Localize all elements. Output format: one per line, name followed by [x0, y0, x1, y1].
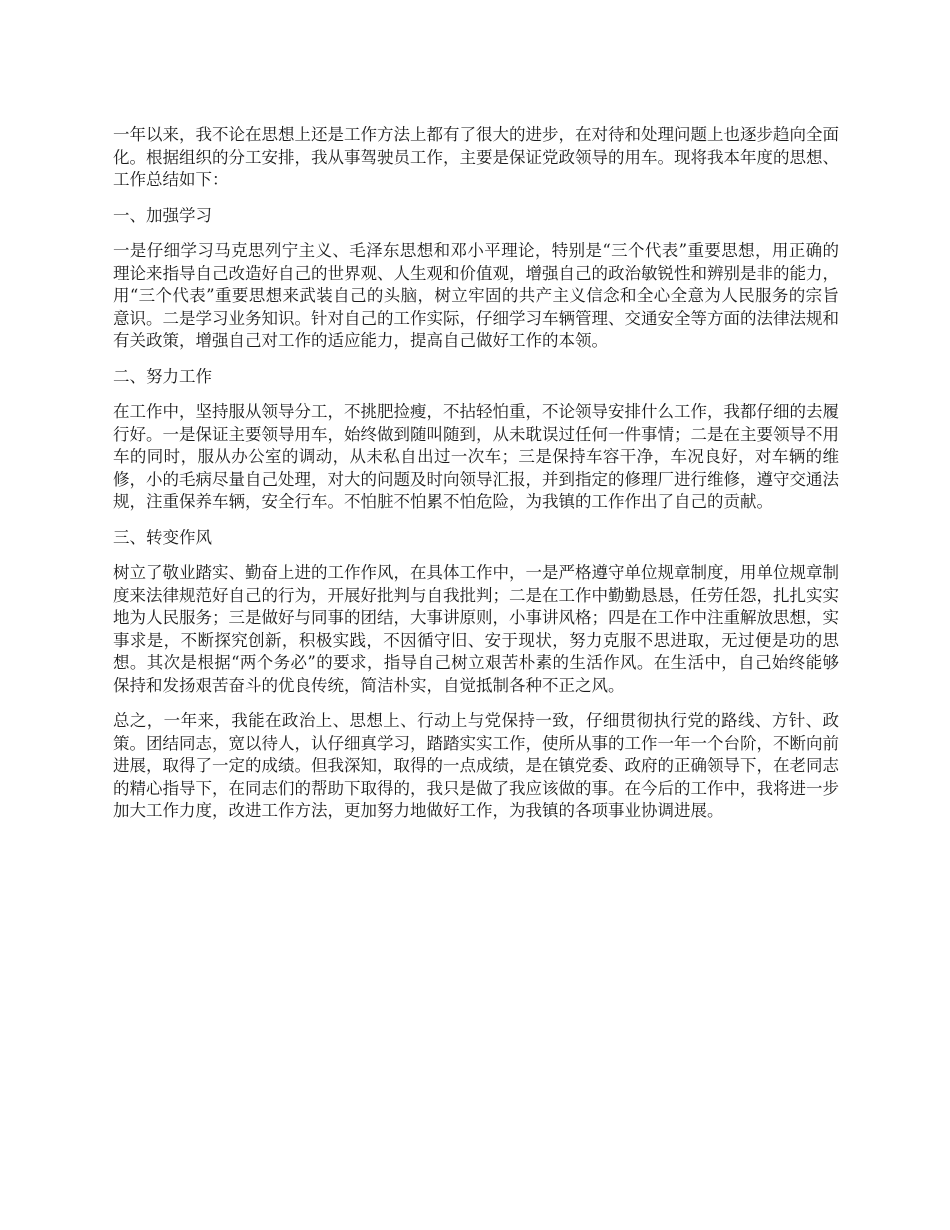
section-heading-study: 一、加强学习 — [113, 205, 212, 225]
intro-paragraph: 一年以来，我不论在思想上还是工作方法上都有了很大的进步，在对待和处理问题上也逐步趋向全面化。根据组织的分工安排，我从事驾驶员工作，主要是保证党政领导的用车。现将我本年度的思想、工作总结如下： — [113, 125, 839, 189]
section-heading-style: 三、转变作风 — [113, 527, 212, 547]
section-body-style: 树立了敬业踏实、勤奋上进的工作作风，在具体工作中，一是严格遵守单位规章制度，用单位规章制度来法律规范好自己的行为，开展好批判与自我批判；二是在工作中勤勤恳恳，任劳任怨，扎扎实实地为人民服务；三是做好与同事的团结，大事讲原则，小事讲风格；四是在工作中注重解放思想，实事求是，不断探究创新，积极实践，不因循守旧、安于现状，努力克服不思进取，无过便是功的思想。其次是根据“两个务必”的要求，指导自己树立艰苦朴素的生活作风。在生活中，自己始终能够保持和发扬艰苦奋斗的优良传统，简洁朴实，自觉抵制各种不正之风。 — [113, 563, 839, 695]
section-heading-work: 二、努力工作 — [113, 366, 212, 386]
document-body — [113, 124, 839, 836]
section-body-work: 在工作中，坚持服从领导分工，不挑肥捡瘦，不拈轻怕重，不论领导安排什么工作，我都仔细的去履行好。一是保证主要领导用车，始终做到随叫随到，从未耽误过任何一件事情；二是在主要领导不用车的同时，服从办公室的调动，从未私自出过一次车；三是保持车容干净，车况良好，对车辆的维修，小的毛病尽量自己处理，对大的问题及时向领导汇报，并到指定的修理厂进行维修，遵守交通法规，注重保养车辆，安全行车。不怕脏不怕累不怕危险，为我镇的工作作出了自己的贡献。 — [113, 402, 839, 511]
section-body-study: 一是仔细学习马克思列宁主义、毛泽东思想和邓小平理论，特别是“三个代表”重要思想，用正确的理论来指导自己改造好自己的世界观、人生观和价值观，增强自己的政治敏锐性和辨别是非的能力，用“三个代表”重要思想来武装自己的头脑，树立牢固的共产主义信念和全心全意为人民服务的宗旨意识。二是学习业务知识。针对自己的工作实际，仔细学习车辆管理、交通安全等方面的法律法规和有关政策，增强自己对工作的适应能力，提高自己做好工作的本领。 — [113, 241, 839, 350]
conclusion-paragraph: 总之，一年来，我能在政治上、思想上、行动上与党保持一致，仔细贯彻执行党的路线、方针、政策。团结同志，宽以待人，认仔细真学习，踏踏实实工作，使所从事的工作一年一个台阶，不断向前进展，取得了一定的成绩。但我深知，取得的一点成绩，是在镇党委、政府的正确领导下，在老同志的精心指导下，在同志们的帮助下取得的，我只是做了我应该做的事。在今后的工作中，我将进一步加大工作力度，改进工作方法，更加努力地做好工作，为我镇的各项事业协调进展。 — [113, 711, 839, 820]
